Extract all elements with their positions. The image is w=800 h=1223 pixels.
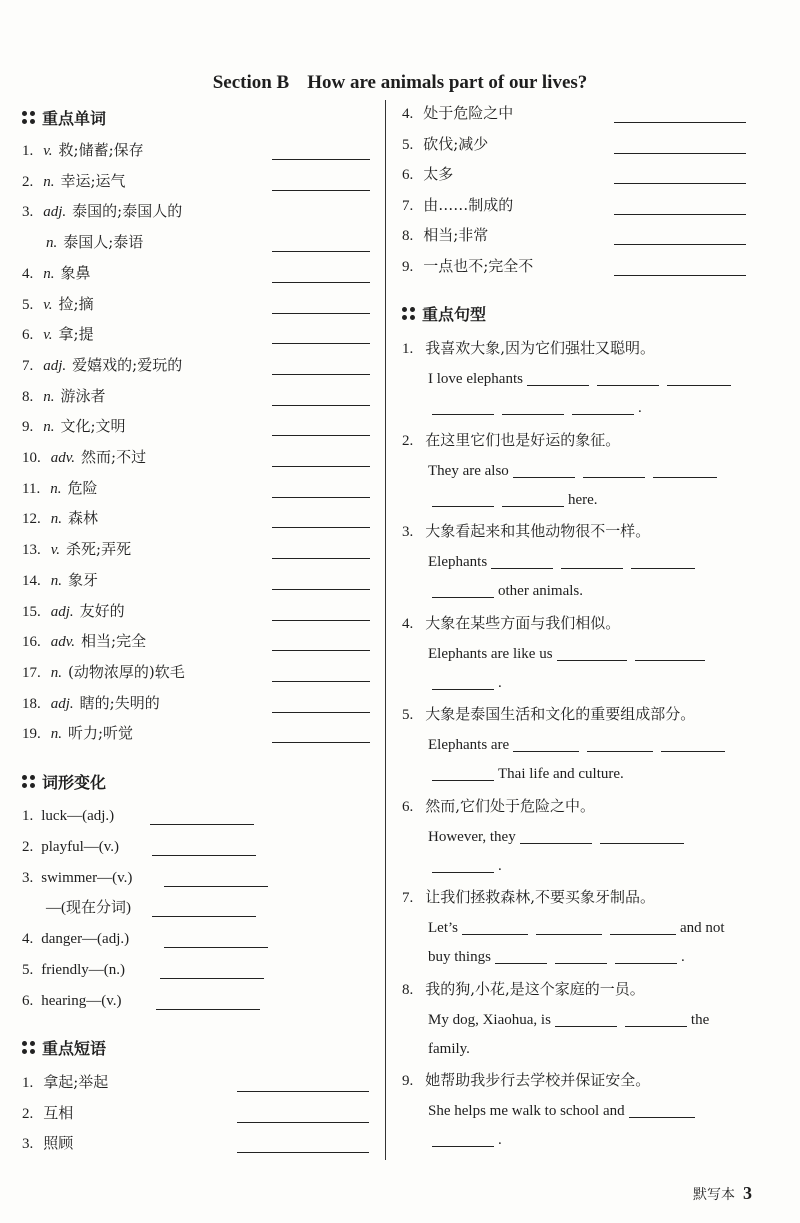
phrase-item (402, 103, 513, 124)
part-of-speech: adv. (50, 634, 76, 651)
chinese-sentence: 大象在某些方面与我们相似。 (425, 613, 621, 632)
answer-blank[interactable] (237, 1152, 369, 1153)
item-number: 1. (22, 143, 34, 159)
answer-blank[interactable] (653, 463, 717, 478)
english-stem: I love elephants (428, 371, 523, 387)
phrase-item (22, 1072, 108, 1093)
page-footer (693, 1183, 752, 1204)
part-of-speech: adj. (50, 695, 74, 712)
chinese-meaning: 文化;文明 (60, 417, 126, 436)
chinese-phrase: 拿起;举起 (43, 1073, 109, 1091)
answer-blank[interactable] (272, 712, 370, 713)
english-stem: My dog, Xiaohua, is (428, 1011, 551, 1028)
english-stem: family. (428, 1040, 470, 1057)
part-of-speech: n. (43, 388, 55, 405)
item-number: 5. (402, 707, 414, 723)
sentence-line-1 (428, 643, 709, 664)
chinese-meaning: (动物浓厚的)软毛 (68, 662, 185, 681)
clover-icon (402, 307, 416, 321)
english-stem-end: . (498, 857, 502, 874)
base-word: danger—(adj.) (41, 931, 130, 948)
item-number: 6. (402, 798, 414, 815)
item-number: 19. (22, 726, 41, 743)
chinese-meaning: 泰国的;泰国人的 (72, 202, 183, 221)
chinese-sentence: 让我们拯救森林,不要买象牙制品。 (425, 888, 656, 906)
part-of-speech: v. (50, 542, 61, 559)
answer-blank[interactable] (587, 737, 653, 752)
item-number: 9. (22, 419, 34, 436)
answer-blank[interactable] (272, 190, 370, 191)
phrase-item (402, 164, 453, 185)
sentence-line-2 (428, 489, 598, 510)
answer-blank[interactable] (272, 282, 370, 283)
answer-blank[interactable] (432, 583, 494, 598)
part-of-speech: n. (43, 173, 55, 190)
answer-blank[interactable] (561, 554, 623, 569)
english-stem: Elephants are like us (428, 645, 553, 662)
item-number: 5. (402, 136, 414, 153)
sentence-line-2 (428, 580, 583, 601)
item-number: 6. (402, 167, 414, 183)
item-number: 5. (22, 296, 34, 313)
item-number: 1. (22, 808, 34, 824)
answer-blank[interactable] (432, 766, 494, 781)
item-number: 8. (22, 388, 34, 405)
chinese-phrase: 照顾 (43, 1134, 74, 1152)
chinese-meaning: 友好的 (79, 601, 125, 620)
phrases-heading: 重点短语 (22, 1036, 106, 1059)
chinese-sentence: 大象是泰国生活和文化的重要组成部分。 (425, 705, 696, 723)
item-number: 10. (22, 450, 41, 466)
chinese-meaning: 森林 (68, 509, 99, 528)
phrase-item (402, 195, 513, 216)
item-number: 16. (22, 634, 41, 651)
sentence-prompt (402, 887, 655, 908)
vocab-item (22, 355, 182, 376)
english-stem: buy things (428, 949, 491, 965)
item-number: 9. (402, 1073, 414, 1089)
chinese-meaning: 相当;完全 (81, 632, 147, 651)
english-stem-end: here. (568, 491, 598, 508)
sentence-prompt (402, 613, 620, 634)
answer-blank[interactable] (432, 858, 494, 873)
vocab-item (22, 478, 97, 499)
phrase-item (402, 225, 488, 246)
english-stem: Elephants (428, 554, 488, 570)
english-stem-end: . (498, 1132, 502, 1148)
answer-blank[interactable] (635, 646, 705, 661)
item-number: 18. (22, 695, 41, 712)
english-stem: Elephants are (428, 737, 510, 753)
chinese-meaning: 危险 (67, 478, 98, 497)
part-of-speech: n. (50, 572, 62, 589)
item-number: 7. (402, 890, 414, 906)
sentence-prompt (402, 796, 595, 817)
answer-blank[interactable] (583, 463, 645, 478)
part-of-speech: n. (43, 265, 55, 282)
vocab-item (22, 447, 146, 468)
sentence-prompt (402, 704, 695, 725)
item-number: 11. (22, 480, 41, 497)
answer-blank[interactable] (555, 949, 607, 964)
answer-blank[interactable] (572, 400, 634, 415)
base-word: playful—(v.) (41, 838, 120, 855)
vocab-item (22, 662, 185, 683)
answer-blank[interactable] (614, 122, 746, 123)
vocab-item (22, 294, 94, 315)
item-number: 12. (22, 511, 41, 528)
sentences-heading: 重点句型 (402, 302, 486, 325)
answer-blank[interactable] (272, 589, 370, 590)
english-stem-end: . (638, 400, 642, 416)
chinese-sentence: 我喜欢大象,因为它们强壮又聪明。 (425, 339, 656, 357)
answer-blank[interactable] (513, 463, 575, 478)
vocab-item (22, 416, 126, 437)
answer-blank[interactable] (272, 497, 370, 498)
phrase-item (22, 1103, 73, 1124)
chinese-meaning: 幸运;运气 (60, 171, 126, 190)
part-of-speech: v. (43, 296, 53, 313)
answer-blank[interactable] (272, 405, 370, 406)
item-number: 7. (22, 357, 34, 374)
answer-blank[interactable] (631, 554, 695, 569)
chinese-sentence: 然而,它们处于危险之中。 (425, 796, 596, 815)
vocab-item (22, 693, 160, 714)
chinese-meaning: 象牙 (68, 570, 99, 589)
answer-blank[interactable] (614, 275, 746, 276)
vocab-item (22, 570, 98, 591)
answer-blank[interactable] (495, 949, 547, 964)
vocab-item (44, 232, 143, 253)
answer-blank[interactable] (614, 244, 746, 245)
answer-blank[interactable] (597, 371, 659, 386)
footer-label: 默写本 (693, 1187, 735, 1203)
answer-blank[interactable] (272, 251, 370, 252)
answer-blank[interactable] (462, 920, 528, 935)
item-number: 2. (22, 173, 34, 190)
answer-blank[interactable] (237, 1122, 369, 1123)
answer-blank[interactable] (272, 527, 370, 528)
chinese-phrase: 太多 (423, 165, 454, 183)
part-of-speech: adj. (43, 204, 67, 221)
answer-blank[interactable] (272, 742, 370, 743)
answer-blank[interactable] (610, 920, 676, 935)
sentence-line-1 (428, 734, 729, 755)
base-word: luck—(adj.) (41, 808, 115, 824)
vocab-item (22, 601, 125, 622)
base-word: friendly—(n.) (41, 962, 125, 978)
sentence-line-2 (428, 397, 642, 418)
item-number: 3. (22, 204, 34, 221)
answer-blank[interactable] (272, 620, 370, 621)
item-number: 8. (402, 981, 414, 998)
page-number: 3 (743, 1183, 752, 1203)
answer-blank[interactable] (432, 675, 494, 690)
answer-blank[interactable] (272, 313, 370, 314)
sentence-line-1 (428, 826, 688, 847)
item-number: 5. (22, 962, 34, 978)
english-stem: She helps me walk to school and (428, 1103, 625, 1119)
answer-blank[interactable] (555, 1012, 617, 1027)
item-number: 4. (402, 615, 414, 632)
sentence-line-2 (428, 1129, 502, 1150)
part-of-speech: n. (46, 235, 58, 252)
chinese-phrase: 处于危险之中 (423, 104, 514, 122)
sentence-prompt (402, 979, 645, 1000)
item-number: 2. (402, 432, 414, 449)
chinese-sentence: 大象看起来和其他动物很不一样。 (425, 522, 651, 540)
answer-blank[interactable] (272, 435, 370, 436)
sentence-prompt (402, 430, 620, 451)
chinese-phrase: 互相 (43, 1103, 74, 1122)
vocab-item (22, 201, 182, 222)
item-number: 2. (22, 1105, 34, 1122)
wordforms-heading: 词形变化 (22, 770, 106, 793)
english-stem: However, they (428, 828, 516, 845)
answer-blank[interactable] (625, 1012, 687, 1027)
part-of-speech: n. (50, 664, 62, 681)
item-number: 9. (402, 258, 414, 275)
item-number: 13. (22, 542, 41, 559)
sentence-line-1 (428, 917, 725, 938)
answer-blank[interactable] (614, 153, 746, 154)
english-stem-end: . (680, 949, 685, 965)
chinese-sentence: 她帮助我步行去学校并保证安全。 (425, 1071, 651, 1089)
chinese-phrase: 砍伐;减少 (423, 134, 489, 153)
vocab-item (22, 324, 94, 345)
sentence-line-2 (428, 763, 624, 784)
chinese-meaning: 拿;提 (58, 325, 94, 344)
sentence-line-2 (428, 855, 502, 876)
answer-blank[interactable] (272, 374, 370, 375)
answer-blank[interactable] (272, 159, 370, 160)
sentence-line-1 (428, 460, 721, 481)
chinese-meaning: 瞎的;失明的 (79, 693, 160, 712)
answer-blank[interactable] (600, 829, 684, 844)
answer-blank[interactable] (272, 466, 370, 467)
wordform-item (46, 897, 131, 918)
sentence-prompt (402, 338, 655, 359)
part-of-speech: n. (50, 726, 62, 743)
sentence-line-1 (428, 551, 699, 572)
chinese-phrase: 由……制成的 (423, 195, 514, 214)
answer-blank[interactable] (520, 829, 592, 844)
item-number: 1. (402, 341, 414, 357)
vocab-item (22, 539, 131, 560)
chinese-meaning: 听力;听觉 (68, 724, 134, 743)
chinese-meaning: 救;储蓄;保存 (58, 141, 144, 159)
phrase-item (22, 1133, 73, 1154)
item-number: 6. (22, 992, 34, 1009)
chinese-meaning: 象鼻 (60, 263, 91, 282)
section-label: Section B (212, 72, 290, 93)
sentence-line-2 (428, 672, 502, 693)
phrase-item (402, 134, 488, 155)
answer-blank[interactable] (502, 400, 564, 415)
vocab-item (22, 263, 91, 284)
answer-blank[interactable] (237, 1091, 369, 1092)
answer-blank[interactable] (614, 183, 746, 184)
base-word: swimmer—(v.) (41, 869, 133, 886)
answer-blank[interactable] (432, 400, 494, 415)
part-of-speech: adj. (43, 357, 67, 374)
item-number: 2. (22, 838, 34, 855)
item-number: 4. (402, 106, 414, 122)
clover-icon (22, 1041, 36, 1055)
answer-blank[interactable] (160, 978, 264, 979)
item-number: 3. (22, 869, 34, 886)
answer-blank[interactable] (164, 947, 268, 948)
chinese-sentence: 我的狗,小花,是这个家庭的一员。 (425, 979, 645, 998)
part-of-speech: adv. (50, 450, 76, 466)
answer-blank[interactable] (164, 886, 268, 887)
clover-icon (22, 775, 36, 789)
vocab-item (22, 723, 133, 744)
answer-blank[interactable] (557, 646, 627, 661)
answer-blank[interactable] (152, 916, 256, 917)
vocab-item (22, 508, 98, 529)
answer-blank[interactable] (432, 1132, 494, 1147)
item-number: 3. (402, 524, 414, 540)
answer-blank[interactable] (432, 492, 494, 507)
item-number: 7. (402, 197, 414, 214)
answer-blank[interactable] (152, 855, 256, 856)
english-stem: Let’s (428, 920, 458, 936)
sentence-line-2 (428, 946, 685, 967)
english-stem-end: Thai life and culture. (498, 766, 624, 782)
answer-blank[interactable] (150, 824, 254, 825)
answer-blank[interactable] (629, 1103, 695, 1118)
item-number: 3. (22, 1136, 34, 1152)
phrase-item (402, 256, 533, 277)
chinese-sentence: 在这里它们也是好运的象征。 (425, 430, 621, 449)
sentence-line-1 (428, 368, 735, 389)
wordform-item (22, 928, 129, 949)
vocab-item (22, 386, 106, 407)
item-number: 15. (22, 603, 41, 620)
answer-blank[interactable] (513, 737, 579, 752)
english-stem-end: and not (680, 920, 725, 936)
english-stem-end: . (498, 674, 502, 691)
part-of-speech: adj. (50, 603, 74, 620)
vocab-item (22, 631, 146, 652)
part-of-speech: n. (43, 419, 55, 436)
item-number: 14. (22, 572, 41, 589)
answer-blank[interactable] (272, 650, 370, 651)
answer-blank[interactable] (527, 371, 589, 386)
vocab-heading: 重点单词 (22, 106, 106, 129)
chinese-phrase: 一点也不;完全不 (423, 256, 534, 275)
wordform-item (22, 805, 114, 826)
item-number: 6. (22, 327, 34, 344)
english-stem-end: other animals. (498, 583, 583, 599)
chinese-meaning: 捡;摘 (58, 294, 94, 313)
answer-blank[interactable] (536, 920, 602, 935)
wordform-item (22, 836, 119, 857)
item-number: 17. (22, 664, 41, 681)
sentence-prompt (402, 521, 650, 542)
wordform-item (22, 990, 122, 1011)
chinese-meaning: 然而;不过 (81, 448, 147, 466)
answer-blank[interactable] (615, 949, 677, 964)
item-number: 8. (402, 228, 414, 244)
chinese-phrase: 相当;非常 (423, 226, 489, 244)
item-number: 1. (22, 1075, 34, 1091)
sentence-line-1 (428, 1100, 699, 1121)
chinese-meaning: 爱嬉戏的;爱玩的 (72, 355, 183, 374)
answer-blank[interactable] (667, 371, 731, 386)
english-stem: They are also (428, 462, 509, 479)
english-stem-end: the (690, 1011, 710, 1028)
base-word: —(现在分词) (46, 900, 131, 917)
answer-blank[interactable] (502, 492, 564, 507)
answer-blank[interactable] (661, 737, 725, 752)
sentence-line-2 (428, 1038, 470, 1059)
vocab-item (22, 171, 126, 192)
clover-icon (22, 111, 36, 125)
part-of-speech: n. (50, 480, 62, 497)
item-number: 4. (22, 265, 34, 282)
answer-blank[interactable] (614, 214, 746, 215)
answer-blank[interactable] (272, 681, 370, 682)
part-of-speech: n. (50, 511, 62, 528)
base-word: hearing—(v.) (41, 992, 122, 1009)
answer-blank[interactable] (272, 343, 370, 344)
chinese-meaning: 泰国人;泰语 (63, 233, 144, 252)
section-question: How are animals part of our lives? (307, 72, 588, 93)
wordform-item (22, 959, 125, 980)
page-title (0, 72, 800, 94)
part-of-speech: v. (43, 143, 53, 159)
part-of-speech: v. (43, 327, 53, 344)
chinese-meaning: 游泳者 (60, 386, 106, 405)
sentence-line-1 (428, 1009, 709, 1030)
chinese-meaning: 杀死;弄死 (66, 540, 132, 559)
answer-blank[interactable] (272, 558, 370, 559)
sentence-prompt (402, 1070, 650, 1091)
item-number: 4. (22, 931, 34, 948)
wordform-item (22, 867, 132, 888)
vocab-item (22, 140, 144, 161)
column-divider (385, 100, 386, 1160)
answer-blank[interactable] (156, 1009, 260, 1010)
answer-blank[interactable] (491, 554, 553, 569)
